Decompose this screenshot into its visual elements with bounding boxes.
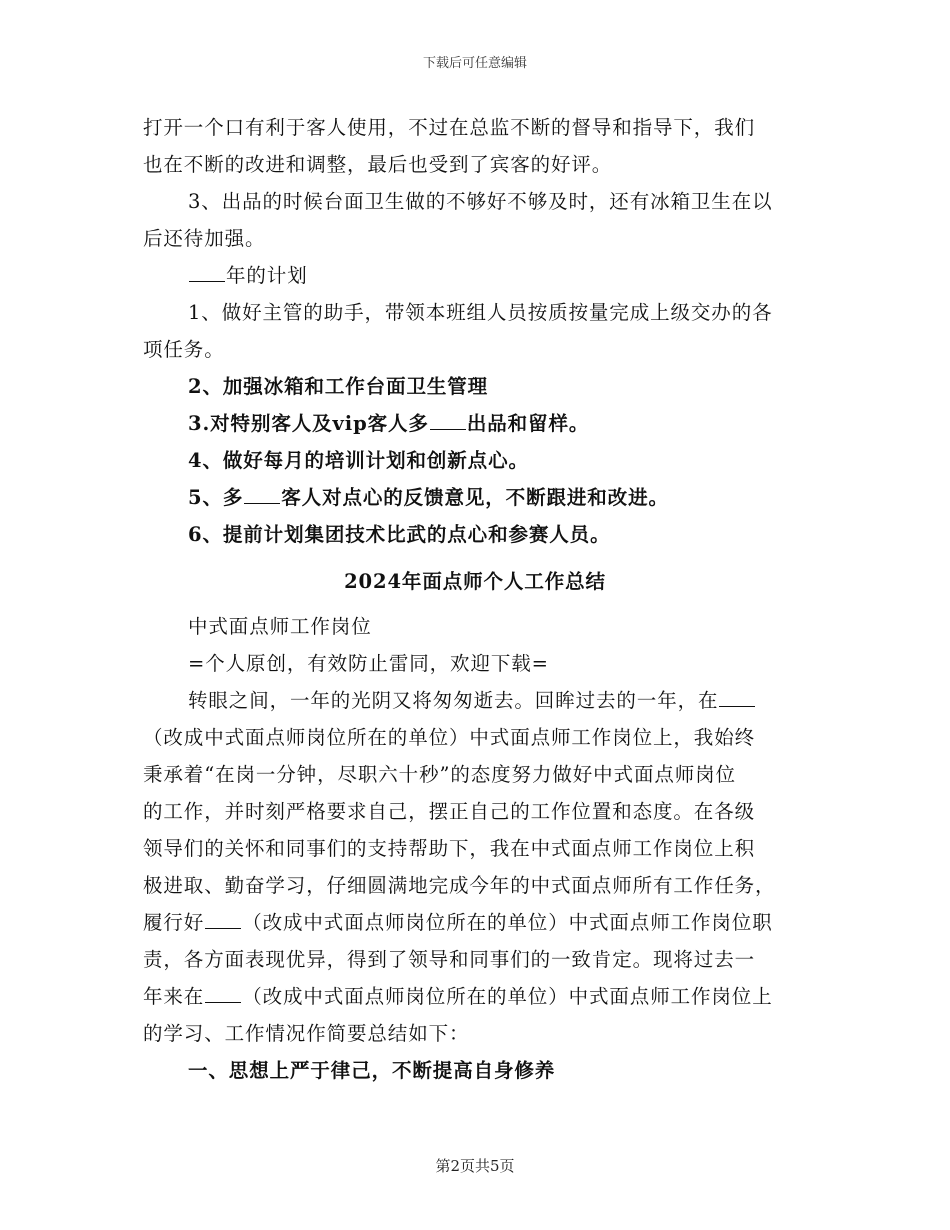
notice-line: =个人原创，有效防止雷同，欢迎下载= — [188, 652, 549, 675]
paragraph-text: 年来在 — [143, 985, 205, 1008]
paragraph-line: 责，各方面表现优异，得到了领导和同事们的一致肯定。现将过去一 — [143, 948, 756, 971]
page-footer: 第2页共5页 — [435, 1157, 515, 1175]
plan-heading — [143, 257, 807, 294]
plan-item-text: 客人对点心的反馈意见，不断跟进和改进。 — [281, 486, 669, 509]
paragraph-line: 打开一个口有利于客人使用，不过在总监不断的督导和指导下，我们 — [143, 116, 756, 139]
subtitle-line: 中式面点师工作岗位 — [188, 615, 372, 638]
paragraph-text: （改成中式面点师岗位所在的单位）中式面点师工作岗位上 — [242, 985, 773, 1008]
section-heading: 一、思想上严于律己，不断提高自身修养 — [188, 1059, 556, 1082]
fill-blank — [205, 910, 241, 929]
plan-item-text: 出品和留样。 — [466, 412, 590, 435]
document-body — [143, 109, 807, 1089]
plan-heading-text: 年的计划 — [226, 264, 308, 287]
paragraph-line: 也在不断的改进和调整，最后也受到了宾客的好评。 — [143, 153, 613, 176]
fill-blank — [244, 485, 280, 504]
plan-item: 6、提前计划集团技术比武的点心和参赛人员。 — [188, 523, 611, 546]
plan-item: 2、加强冰箱和工作台面卫生管理 — [188, 375, 489, 398]
plan-item: 4、做好每月的培训计划和创新点心。 — [188, 449, 529, 472]
paragraph-text: （改成中式面点师岗位所在的单位）中式面点师工作岗位职 — [242, 911, 773, 934]
paragraph-line: 的学习、工作情况作简要总结如下： — [143, 1022, 470, 1045]
plan-item: 1、做好主管的助手，带领本班组人员按质按量完成上级交办的各 — [188, 301, 773, 324]
paragraph-line: 的工作，并时刻严格要求自己，摆正自己的工作位置和态度。在各级 — [143, 800, 756, 823]
document-title: 2024年面点师个人工作总结 — [344, 570, 606, 593]
paragraph-line — [143, 978, 807, 1015]
paragraph-line: 领导们的关怀和同事们的支持帮助下，我在中式面点师工作岗位上积 — [143, 837, 756, 860]
fill-blank — [205, 984, 241, 1003]
paragraph-line — [143, 682, 807, 719]
paragraph-text: 履行好 — [143, 911, 205, 934]
plan-item-text: 5、多 — [188, 486, 244, 509]
plan-item-text: 3.对特别客人及vip客人多 — [188, 412, 429, 435]
fill-blank — [719, 688, 755, 707]
page-header: 下载后可任意编辑 — [422, 56, 527, 71]
paragraph-line: 3、出品的时候台面卫生做的不够好不够及时，还有冰箱卫生在以 — [188, 190, 773, 213]
paragraph-line: 后还待加强。 — [143, 227, 266, 250]
plan-item: 项任务。 — [143, 338, 225, 361]
paragraph-line: （改成中式面点师岗位所在的单位）中式面点师工作岗位上，我始终 — [143, 726, 756, 749]
paragraph-line: 极进取、勤奋学习，仔细圆满地完成今年的中式面点师所有工作任务， — [143, 874, 776, 897]
plan-item — [143, 405, 807, 442]
fill-blank — [189, 263, 225, 282]
paragraph-line — [143, 904, 807, 941]
paragraph-text: 转眼之间，一年的光阴又将匆匆逝去。回眸过去的一年，在 — [188, 689, 719, 712]
plan-item — [143, 479, 807, 516]
fill-blank — [430, 411, 466, 430]
paragraph-line: 秉承着“在岗一分钟，尽职六十秒”的态度努力做好中式面点师岗位 — [143, 763, 736, 786]
